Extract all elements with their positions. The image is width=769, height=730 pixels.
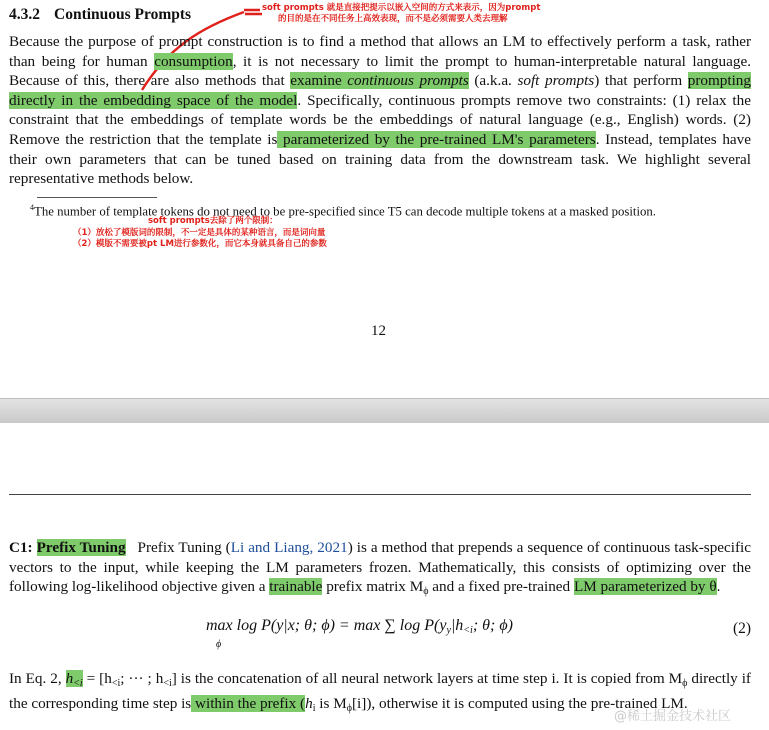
text-run: Because the purpose of prompt construction is to find a method that allows an LM to effectively perform a task, rather than being for human <box>9 33 751 70</box>
text-run: continuous prompts <box>347 72 469 90</box>
highlight-lm-parameterized: LM parameterized by θ <box>573 578 717 596</box>
equation-rhs: |h <box>450 617 464 634</box>
annotation-mid-line2: （1）放松了模版词的限制，不一定是具体的某种语言，而是词向量 <box>73 228 326 238</box>
highlight-embedding-space: prompting directly in the embedding space of the model <box>9 72 751 109</box>
highlight-h-lt-i: $h_{<i}$ <box>65 670 83 689</box>
equation-lhs: max log P(y|x; θ; ϕ) = max ∑ log P(y <box>206 617 447 634</box>
equation-2: max log P(y|x; θ; ϕ) = max ∑ $\log P(y_y|h_{<i}$; θ; ϕ) <box>206 617 513 636</box>
text-run: ) is a method that prepends a sequence of continuous task-specific vectors to the input, while keeping the LM parameters frozen. Mathematically, this consists of optimizing over the following log-likelihood objective given a <box>9 539 752 596</box>
text-run: In Eq. 2, <box>9 670 66 687</box>
text-run: examine <box>290 72 348 90</box>
method-label: C1: <box>9 539 37 556</box>
text-run: Prefix Tuning ( <box>137 539 231 556</box>
highlight-parameterized: parameterized by the pre-trained LM's parameters <box>277 130 596 148</box>
section-title: Continuous Prompts <box>54 6 192 23</box>
page-number: 12 <box>371 323 386 339</box>
text-run: . Instead, templates have their own parameters that can be tuned based on training data from the downstream task. We highlight several representative methods below. <box>9 130 751 188</box>
equation-max-sub: ϕ <box>216 639 222 650</box>
citation-link[interactable]: Li and Liang, 2021 <box>230 539 348 556</box>
text-run: directly if the corresponding time step is <box>9 670 751 712</box>
page-separator <box>0 398 769 424</box>
annotation-mid-line1: soft prompts去除了两个限制： <box>148 216 278 226</box>
text-run: (a.k.a. <box>468 72 518 90</box>
text-run: = [h <box>82 670 112 687</box>
footnote-rule <box>37 197 157 198</box>
text-run: ; ··· ; h <box>120 670 164 687</box>
text-run: ] is the concatenation of all neural network layers at time step i. It is copied from M <box>171 670 683 687</box>
text-run: . Specifically, continuous prompts remove two constraints: (1) relax the constraint that the embeddings of template words be the embeddings of natural language (e.g., English) words. (2) Remove the restriction that the template is <box>9 91 751 148</box>
highlight-trainable: trainable <box>269 578 323 596</box>
paragraph-continuous-prompts <box>9 32 751 189</box>
text-run: , it is not necessary to limit the prompt to human-interpretable natural language. Because of this, there are also methods that <box>9 52 751 90</box>
annotation-mid-line3: （2）模版不需要被pt LM进行参数化，而它本身就具备自己的参数 <box>73 239 327 249</box>
text-run: and a fixed pre-trained <box>428 578 574 596</box>
footnote-text: The number of template tokens do not need to be pre-specified since T5 can decode multiple tokens at a masked position. <box>34 204 657 219</box>
highlight-consumption: consumption <box>154 52 233 70</box>
equation-sub: y <box>446 625 451 636</box>
paragraph-prefix-tuning <box>9 538 751 602</box>
annotation-top-line1: soft prompts 就是直接把提示以嵌入空间的方式来表示，因为prompt <box>262 3 541 13</box>
equation-number: (2) <box>733 620 752 637</box>
section-number: 4.3.2 <box>9 6 40 23</box>
text-run: ) that perform <box>594 72 688 90</box>
equation-tail: ; θ; ϕ) <box>472 617 513 634</box>
header-rule <box>9 494 751 495</box>
footnote-mark: 4 <box>30 203 34 212</box>
annotation-top-line2: 的目的是在不同任务上高效表现，而不是必须需要人类去理解 <box>278 14 508 24</box>
text-run: is M <box>315 694 347 712</box>
page-bottom <box>0 423 769 730</box>
text-run: soft prompts <box>517 72 595 90</box>
text-run: h <box>65 670 74 687</box>
text-run: h <box>305 694 313 712</box>
text-run: [i]), otherwise it is computed using the pre-trained LM. <box>351 694 688 712</box>
text-run: prefix matrix M <box>322 578 424 596</box>
text-run: . <box>716 578 721 596</box>
section-heading <box>9 6 191 24</box>
paragraph-eq2-explanation: In Eq. 2, $h_{<i} = [h_{<i}$; ··· ; $h_{<i}$] is the concatenation of all neural network layers at time step i. It is copied from $M_\phi$ directly if the corresponding time step is within the prefix ($h_i$ is $M_\phi[i]$), otherwise it is computed using the pre-trained LM. <box>9 670 751 714</box>
highlight-within-prefix: within the prefix ( <box>191 694 306 712</box>
footnote <box>30 203 656 219</box>
highlight-examine-continuous <box>290 72 469 89</box>
subscript: ϕ <box>423 586 429 598</box>
highlight-prefix-tuning-title: Prefix Tuning <box>36 539 126 556</box>
watermark: @稀土掘金技术社区 <box>614 709 732 724</box>
